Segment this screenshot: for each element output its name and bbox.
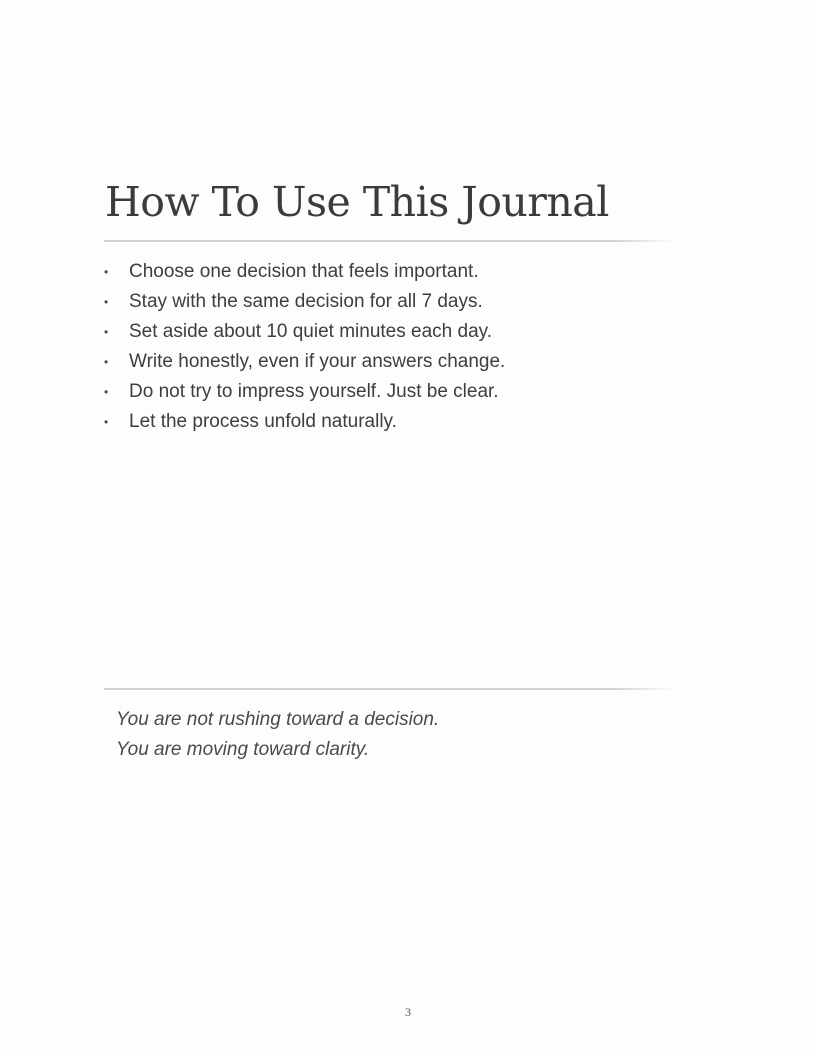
page-number: 3	[405, 1005, 411, 1019]
closing-note	[116, 705, 439, 765]
bullet-icon: •	[104, 385, 109, 399]
list-item	[104, 407, 505, 437]
bullet-icon: •	[104, 325, 109, 339]
list-item-text: Set aside about 10 quiet minutes each day.	[129, 321, 493, 342]
instruction-list	[104, 257, 505, 437]
list-item-text: Let the process unfold naturally.	[129, 411, 397, 432]
closing-line: You are moving toward clarity.	[116, 739, 370, 760]
list-item	[104, 377, 505, 407]
list-item	[104, 257, 505, 287]
bullet-icon: •	[104, 295, 109, 309]
closing-divider	[104, 688, 674, 690]
list-item-text: Write honestly, even if your answers change.	[129, 351, 506, 372]
list-item-text: Choose one decision that feels important.	[129, 261, 479, 282]
title-divider	[104, 240, 674, 242]
page-title: How To Use This Journal	[105, 178, 609, 226]
closing-line: You are not rushing toward a decision.	[116, 709, 440, 730]
list-item-text: Stay with the same decision for all 7 days.	[129, 291, 483, 312]
bullet-icon: •	[104, 415, 109, 429]
list-item	[104, 287, 505, 317]
bullet-icon: •	[104, 355, 109, 369]
bullet-icon: •	[104, 265, 109, 279]
list-item-text: Do not try to impress yourself. Just be clear.	[129, 381, 499, 402]
list-item	[104, 317, 505, 347]
list-item	[104, 347, 505, 377]
